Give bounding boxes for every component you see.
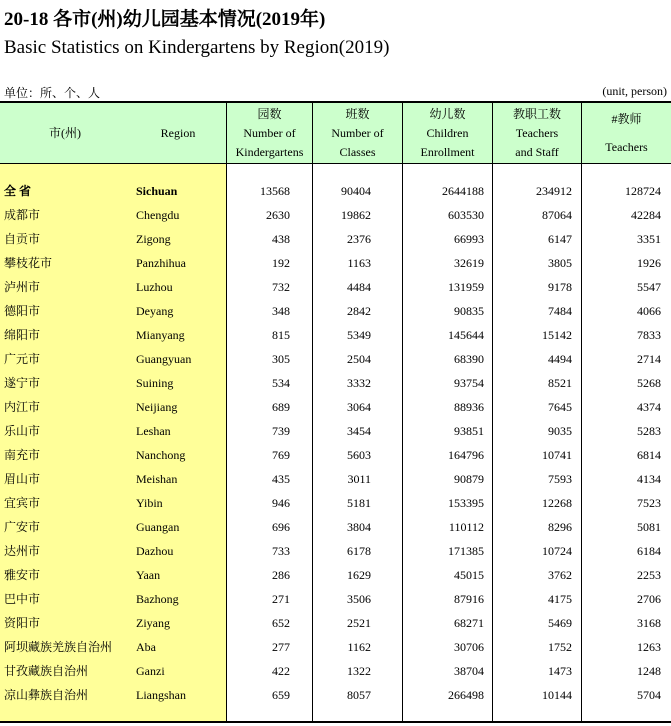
cell-region: Bazhong: [136, 592, 179, 606]
cell-region: Leshan: [136, 424, 171, 438]
cell-teachers: 3168: [637, 616, 661, 630]
cell-region: Sichuan: [136, 184, 178, 198]
table-row: [0, 299, 671, 323]
table-row: [0, 683, 671, 707]
cell-classes: 5181: [347, 496, 371, 510]
cell-kindergartens: 739: [272, 424, 290, 438]
cell-enrollment: 266498: [448, 688, 484, 702]
cell-region: Yibin: [136, 496, 163, 510]
header-kindergartens: 园数 Number of Kindergartens: [235, 107, 304, 159]
cell-teachers: 6814: [637, 448, 661, 462]
cell-teachers: 42284: [631, 208, 661, 222]
cell-enrollment: 145644: [448, 328, 484, 342]
cell-region: Ziyang: [136, 616, 170, 630]
cell-classes: 3064: [347, 400, 371, 414]
cell-enrollment: 68390: [454, 352, 484, 366]
cell-teachers: 2706: [637, 592, 661, 606]
cell-teachers: 5547: [637, 280, 661, 294]
cell-classes: 8057: [347, 688, 371, 702]
cell-region: Suining: [136, 376, 174, 390]
cell-teachers: 4066: [637, 304, 661, 318]
table-row: [0, 659, 671, 683]
table-row: [0, 371, 671, 395]
cell-classes: 1163: [347, 256, 371, 270]
cell-teachers: 5283: [637, 424, 661, 438]
cell-kindergartens: 271: [272, 592, 290, 606]
cell-city-cn: 乐山市: [4, 424, 41, 438]
cell-city-cn: 遂宁市: [4, 376, 41, 390]
table-row: [0, 443, 671, 467]
cell-kindergartens: 659: [272, 688, 290, 702]
cell-city-cn: 攀枝花市: [4, 256, 53, 270]
cell-enrollment: 603530: [448, 208, 484, 222]
cell-staff: 3805: [548, 256, 572, 270]
cell-kindergartens: 13568: [260, 184, 290, 198]
cell-enrollment: 90879: [454, 472, 484, 486]
table-row-total: [0, 179, 671, 203]
cell-city-cn: 巴中市: [4, 592, 41, 606]
cell-kindergartens: 689: [272, 400, 290, 414]
header-staff: 教职工数 Teachers and Staff: [512, 107, 561, 159]
cell-city-cn: 雅安市: [4, 568, 41, 582]
cell-enrollment: 131959: [448, 280, 484, 294]
cell-kindergartens: 286: [272, 568, 290, 582]
cell-staff: 7484: [548, 304, 572, 318]
cell-classes: 3454: [347, 424, 371, 438]
cell-kindergartens: 2630: [266, 208, 290, 222]
cell-region: Ganzi: [136, 664, 165, 678]
cell-staff: 9178: [548, 280, 572, 294]
cell-city-cn: 绵阳市: [4, 328, 41, 342]
cell-classes: 3332: [347, 376, 371, 390]
cell-region: Zigong: [136, 232, 171, 246]
cell-classes: 1162: [347, 640, 371, 654]
cell-staff: 5469: [548, 616, 572, 630]
table-row: [0, 491, 671, 515]
cell-classes: 19862: [341, 208, 371, 222]
cell-staff: 4175: [548, 592, 572, 606]
cell-staff: 87064: [542, 208, 572, 222]
cell-region: Mianyang: [136, 328, 185, 342]
page-title-en: Basic Statistics on Kindergartens by Region(2019): [4, 37, 390, 58]
cell-classes: 4484: [347, 280, 371, 294]
cell-staff: 8296: [548, 520, 572, 534]
cell-region: Aba: [136, 640, 156, 654]
cell-staff: 9035: [548, 424, 572, 438]
cell-region: Nanchong: [136, 448, 186, 462]
cell-city-cn: 阿坝藏族羌族自治州: [4, 640, 113, 654]
header-region: Region: [160, 126, 196, 140]
cell-kindergartens: 534: [272, 376, 290, 390]
cell-staff: 7593: [548, 472, 572, 486]
cell-kindergartens: 438: [272, 232, 290, 246]
cell-classes: 3506: [347, 592, 371, 606]
cell-teachers: 2253: [637, 568, 661, 582]
cell-enrollment: 32619: [454, 256, 484, 270]
cell-city-cn: 眉山市: [4, 472, 41, 486]
cell-city-cn: 德阳市: [4, 304, 41, 318]
cell-region: Chengdu: [136, 208, 180, 222]
cell-region: Dazhou: [136, 544, 174, 558]
cell-teachers: 4134: [637, 472, 661, 486]
cell-city-cn: 宜宾市: [4, 496, 41, 510]
header-rule: [0, 163, 671, 164]
cell-staff: 10741: [542, 448, 572, 462]
header-city-cn: 市(州): [49, 126, 81, 140]
cell-enrollment: 87916: [454, 592, 484, 606]
cell-kindergartens: 769: [272, 448, 290, 462]
cell-kindergartens: 435: [272, 472, 290, 486]
cell-city-cn: 自贡市: [4, 232, 41, 246]
cell-region: Panzhihua: [136, 256, 186, 270]
cell-enrollment: 38704: [454, 664, 484, 678]
table-row: [0, 563, 671, 587]
cell-classes: 2521: [347, 616, 371, 630]
table-row: [0, 419, 671, 443]
cell-enrollment: 110112: [448, 520, 484, 534]
cell-city-cn: 泸州市: [4, 280, 41, 294]
cell-staff: 10724: [542, 544, 572, 558]
cell-classes: 2842: [347, 304, 371, 318]
cell-kindergartens: 696: [272, 520, 290, 534]
cell-enrollment: 45015: [454, 568, 484, 582]
cell-staff: 3762: [548, 568, 572, 582]
cell-teachers: 5268: [637, 376, 661, 390]
cell-city-cn: 达州市: [4, 544, 41, 558]
cell-classes: 90404: [341, 184, 371, 198]
table-row: [0, 275, 671, 299]
cell-city-cn: 甘孜藏族自治州: [4, 664, 89, 678]
cell-teachers: 5704: [637, 688, 661, 702]
cell-teachers: 3351: [637, 232, 661, 246]
cell-classes: 2376: [347, 232, 371, 246]
cell-teachers: 4374: [637, 400, 661, 414]
table-row: [0, 539, 671, 563]
cell-enrollment: 66993: [454, 232, 484, 246]
cell-enrollment: 88936: [454, 400, 484, 414]
cell-staff: 6147: [548, 232, 572, 246]
cell-staff: 12268: [542, 496, 572, 510]
cell-city-cn: 内江市: [4, 400, 41, 414]
cell-teachers: 5081: [637, 520, 661, 534]
cell-city-cn: 凉山彝族自治州: [4, 688, 89, 702]
unit-label-en: (unit, person): [602, 84, 667, 98]
cell-region: Meishan: [136, 472, 178, 486]
cell-city-cn: 南充市: [4, 448, 41, 462]
cell-teachers: 1926: [637, 256, 661, 270]
cell-kindergartens: 305: [272, 352, 290, 366]
table-row: [0, 611, 671, 635]
cell-staff: 234912: [536, 184, 572, 198]
cell-region: Luzhou: [136, 280, 173, 294]
cell-teachers: 7833: [637, 328, 661, 342]
cell-enrollment: 153395: [448, 496, 484, 510]
header-classes: 班数 Number of Classes: [331, 107, 384, 159]
cell-city-cn: 资阳市: [4, 616, 41, 630]
cell-enrollment: 93851: [454, 424, 484, 438]
cell-region: Liangshan: [136, 688, 186, 702]
table-row: [0, 515, 671, 539]
cell-enrollment: 30706: [454, 640, 484, 654]
cell-kindergartens: 652: [272, 616, 290, 630]
cell-enrollment: 2644188: [442, 184, 484, 198]
cell-city-cn: 广元市: [4, 352, 41, 366]
header-teachers: #教师 Teachers: [605, 112, 648, 154]
cell-classes: 5349: [347, 328, 371, 342]
cell-classes: 6178: [347, 544, 371, 558]
cell-kindergartens: 946: [272, 496, 290, 510]
cell-region: Guangan: [136, 520, 180, 534]
cell-teachers: 7523: [637, 496, 661, 510]
table-row: [0, 323, 671, 347]
cell-kindergartens: 733: [272, 544, 290, 558]
table-body: [0, 179, 671, 707]
cell-staff: 7645: [548, 400, 572, 414]
cell-teachers: 1248: [637, 664, 661, 678]
cell-staff: 15142: [542, 328, 572, 342]
cell-enrollment: 90835: [454, 304, 484, 318]
cell-teachers: 6184: [637, 544, 661, 558]
cell-city-cn: 成都市: [4, 208, 41, 222]
cell-region: Guangyuan: [136, 352, 192, 366]
cell-staff: 4494: [548, 352, 572, 366]
table-row: [0, 203, 671, 227]
cell-city-cn: 全 省: [4, 184, 32, 198]
table-row: [0, 347, 671, 371]
table-row: [0, 251, 671, 275]
table-row: [0, 395, 671, 419]
header-enrollment: 幼儿数 Children Enrollment: [420, 107, 475, 159]
cell-staff: 1473: [548, 664, 572, 678]
cell-kindergartens: 815: [272, 328, 290, 342]
table-row: [0, 587, 671, 611]
page-title-cn: 20-18 各市(州)幼儿园基本情况(2019年): [4, 9, 326, 30]
cell-teachers: 1263: [637, 640, 661, 654]
cell-classes: 2504: [347, 352, 371, 366]
cell-kindergartens: 422: [272, 664, 290, 678]
cell-classes: 1322: [347, 664, 371, 678]
cell-teachers: 128724: [625, 184, 661, 198]
cell-region: Yaan: [136, 568, 161, 582]
cell-enrollment: 93754: [454, 376, 484, 390]
cell-kindergartens: 277: [272, 640, 290, 654]
cell-kindergartens: 732: [272, 280, 290, 294]
table-row: [0, 467, 671, 491]
cell-staff: 1752: [548, 640, 572, 654]
table-row: [0, 635, 671, 659]
cell-classes: 1629: [347, 568, 371, 582]
table-bottom-rule: [0, 721, 671, 723]
statistics-table: [0, 101, 671, 723]
cell-classes: 3804: [347, 520, 371, 534]
cell-enrollment: 68271: [454, 616, 484, 630]
cell-kindergartens: 192: [272, 256, 290, 270]
cell-enrollment: 171385: [448, 544, 484, 558]
cell-region: Neijiang: [136, 400, 178, 414]
cell-classes: 5603: [347, 448, 371, 462]
cell-staff: 8521: [548, 376, 572, 390]
cell-staff: 10144: [542, 688, 572, 702]
cell-kindergartens: 348: [272, 304, 290, 318]
cell-enrollment: 164796: [448, 448, 484, 462]
cell-region: Deyang: [136, 304, 174, 318]
unit-label-cn: 单位：所、个、人: [4, 86, 101, 100]
table-row: [0, 227, 671, 251]
cell-teachers: 2714: [637, 352, 661, 366]
cell-city-cn: 广安市: [4, 520, 41, 534]
cell-classes: 3011: [347, 472, 371, 486]
